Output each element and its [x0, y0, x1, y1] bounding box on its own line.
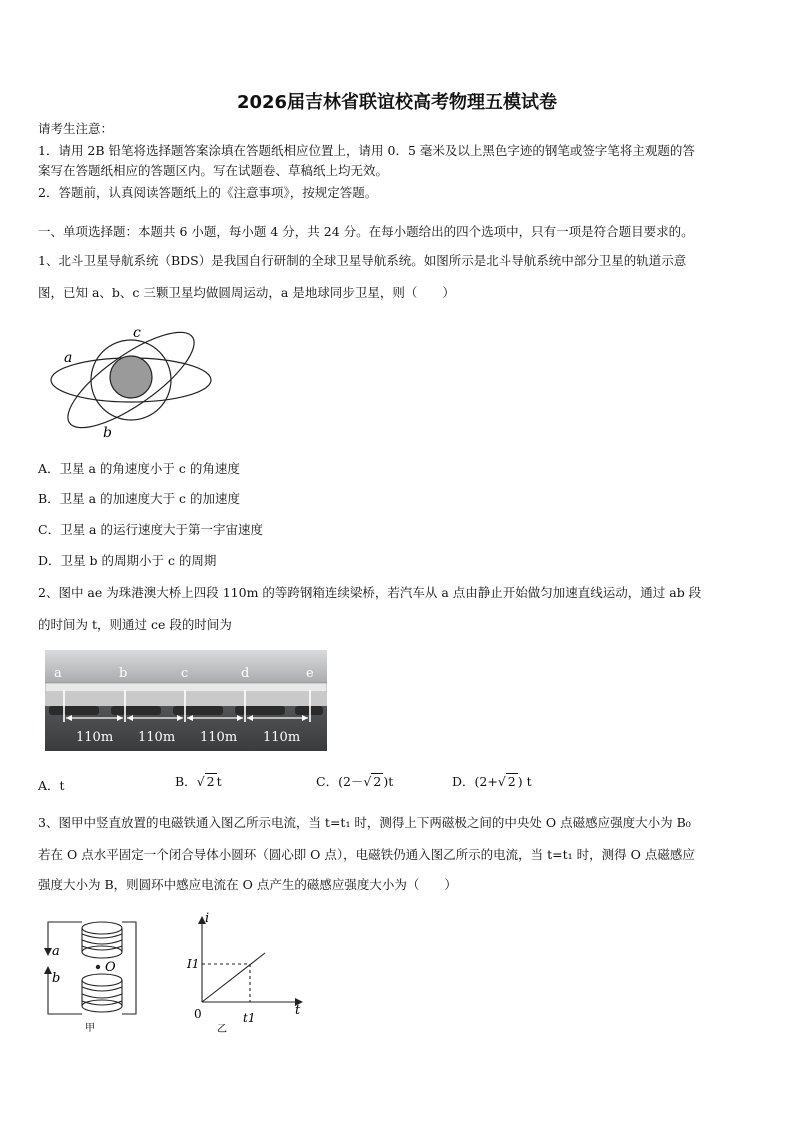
radicand: 2	[206, 774, 215, 789]
notice-line-1a: 1．请用 2B 铅笔将选择题答案涂填在答题纸相应位置上，请用 0．5 毫米及以上黑色字迹的钢笔或签字笔将主观题的答	[38, 143, 695, 158]
fig-jia-caption: 甲	[85, 1023, 95, 1034]
q2-option-b-prefix: B．	[175, 774, 197, 789]
q2-option-c-prefix: C．(2－	[316, 774, 364, 789]
span-label-ab: 110m	[76, 730, 114, 745]
q1-line-2: 图，已知 a、b、c 三颗卫星均做圆周运动，a 是地球同步卫星，则（ ）	[38, 285, 455, 300]
q3-line-2: 若在 O 点水平固定一个闭合导体小圆环（圆心即 O 点），电磁铁仍通入图乙所示的电流，当 t=t₁ 时，测得 O 点磁感应	[38, 847, 695, 862]
q2-line-2: 的时间为 t，则通过 ce 段的时间为	[38, 617, 232, 632]
notice-line-1b: 案写在答题纸相应的答题区内。写在试题卷、草稿纸上均无效。	[38, 163, 389, 178]
bridge-point-b: b	[119, 666, 128, 681]
electromagnet-figure	[40, 910, 150, 1035]
q2-option-c[interactable]	[316, 772, 393, 790]
earth	[110, 356, 152, 398]
current-time-graph	[185, 910, 310, 1035]
sqrt-symbol: √ 2	[196, 774, 215, 789]
notice-heading: 请考生注意：	[38, 121, 114, 136]
page-title: 2026届吉林省联谊校高考物理五模试卷	[236, 92, 558, 113]
graph-x-axis-label: t	[295, 1003, 301, 1018]
q3-line-1: 3、图甲中竖直放置的电磁铁通入图乙所示电流，当 t=t₁ 时，测得上下两磁极之间的中央处 O 点磁感应强度大小为 B₀	[38, 815, 691, 830]
q2-option-a[interactable]: A．t	[38, 778, 65, 793]
label-b: b	[103, 425, 112, 441]
bridge-photo	[45, 650, 327, 751]
q2-option-d[interactable]	[452, 772, 532, 790]
bridge-point-c: c	[181, 666, 189, 681]
radicand: 2	[373, 774, 382, 789]
q2-option-b[interactable]	[175, 772, 222, 790]
q1-option-b[interactable]: B．卫星 a 的加速度大于 c 的加速度	[38, 491, 241, 506]
bridge-point-e: e	[306, 666, 314, 681]
section-heading: 一、单项选择题：本题共 6 小题，每小题 4 分，共 24 分。在每小题给出的四个选项中，只有一项是符合题目要求的。	[38, 224, 694, 239]
fig-jia-label-b: b	[52, 971, 61, 986]
sqrt-symbol: √ 2	[497, 774, 516, 789]
q2-option-b-suffix: t	[216, 774, 222, 789]
q1-line-1: 1、北斗卫星导航系统（BDS）是我国自行研制的全球卫星导航系统。如图所示是北斗导航系统中部分卫星的轨道示意	[38, 253, 687, 268]
q1-option-a[interactable]: A．卫星 a 的角速度小于 c 的角速度	[38, 461, 240, 476]
q1-option-c[interactable]: C．卫星 a 的运行速度大于第一宇宙速度	[38, 522, 263, 537]
graph-y-axis-label: i	[205, 911, 210, 926]
notice-line-2: 2．答题前，认真阅读答题纸上的《注意事项》，按规定答题。	[38, 185, 378, 200]
orbit-diagram	[45, 320, 220, 445]
graph-t1-label: t1	[243, 1011, 256, 1025]
fig-jia-label-o: O	[105, 960, 116, 975]
q2-option-c-suffix: )t	[383, 774, 394, 789]
q2-line-1: 2、图中 ae 为珠港澳大桥上四段 110m 的等跨钢箱连续梁桥，若汽车从 a 点由静止开始做匀加速直线运动，通过 ab 段	[38, 585, 702, 600]
fig-yi-caption: 乙	[217, 1024, 227, 1035]
span-label-de: 110m	[263, 730, 301, 745]
graph-i1-label: I1	[187, 957, 200, 971]
label-c: c	[133, 325, 141, 341]
sqrt-symbol: √ 2	[363, 774, 382, 789]
fig-jia-label-a: a	[52, 944, 60, 959]
span-label-cd: 110m	[200, 730, 238, 745]
bridge-point-d: d	[241, 666, 250, 681]
label-a: a	[64, 350, 73, 366]
bridge-point-a: a	[54, 666, 62, 681]
span-label-bc: 110m	[138, 730, 176, 745]
radicand: 2	[507, 774, 516, 789]
graph-origin-label: 0	[194, 1007, 202, 1021]
q2-option-d-suffix: ) t	[517, 774, 532, 789]
q1-option-d[interactable]: D．卫星 b 的周期小于 c 的周期	[38, 553, 217, 568]
q3-line-3: 强度大小为 B，则圆环中感应电流在 O 点产生的磁感应强度大小为（ ）	[38, 877, 457, 892]
q2-option-d-prefix: D．(2+	[452, 774, 498, 789]
